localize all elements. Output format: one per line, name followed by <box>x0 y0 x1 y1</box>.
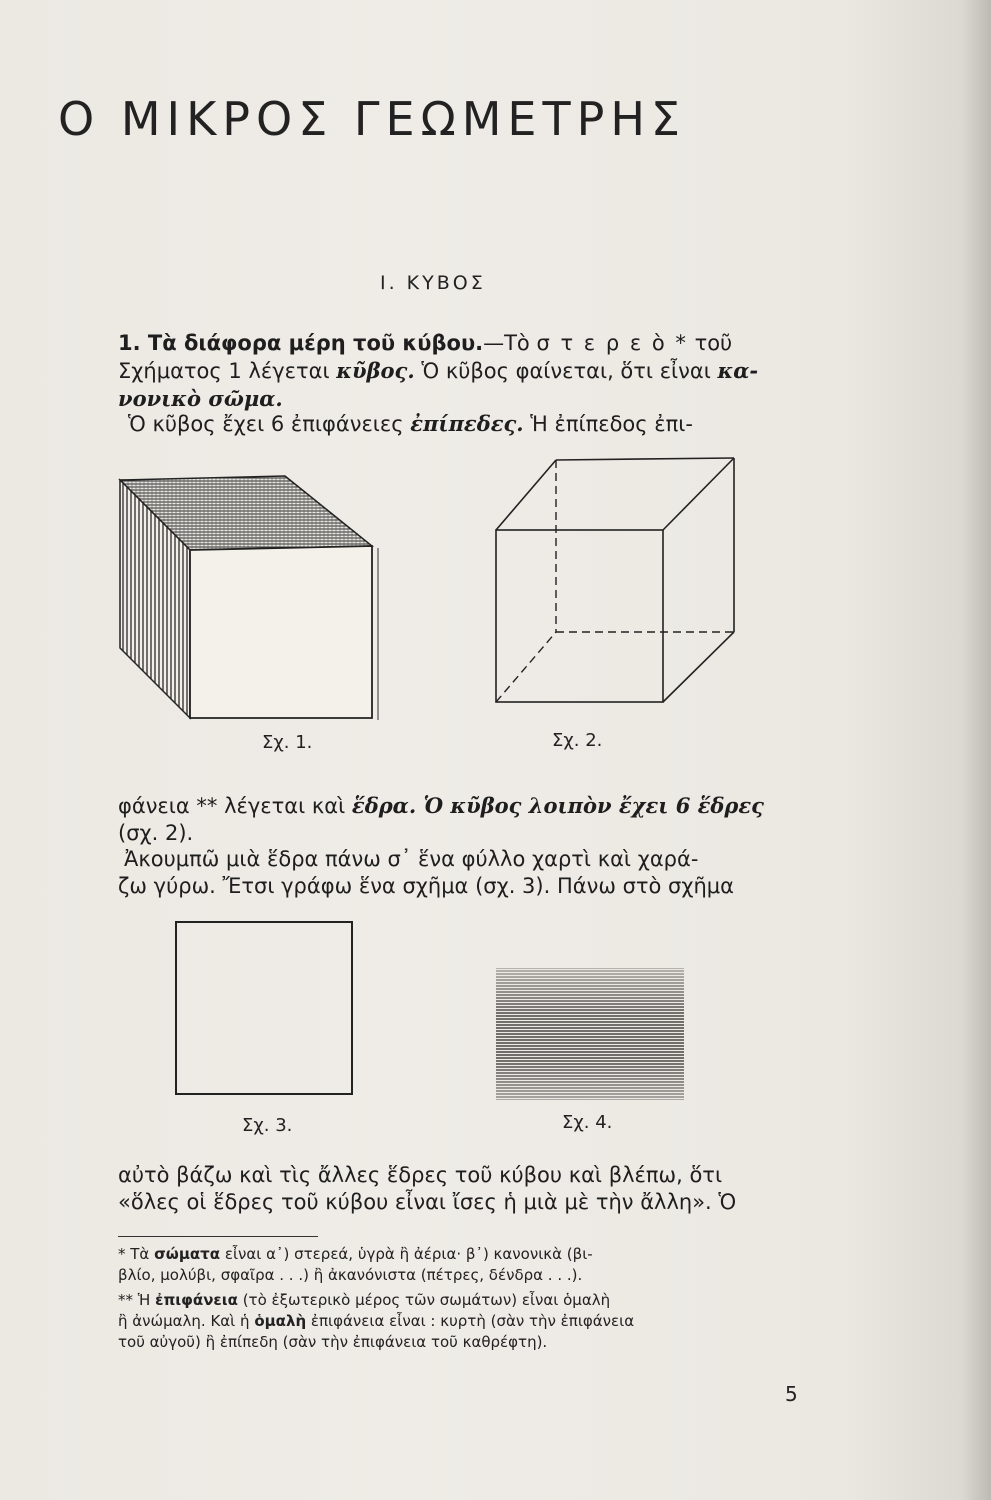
footnote-2-line-1 <box>118 1290 798 1311</box>
paragraph-1-tail: τοῦ <box>694 331 733 355</box>
footnote-2-text-c: ἢ ἀνώμαλη. Καὶ ἡ <box>118 1312 250 1330</box>
footnote-1-line-2: βλίο, μολύβι, σφαῖρα . . .) ἢ ἀκανόνιστα (πέτρες, δένδρα . . .). <box>118 1266 583 1284</box>
footnote-1-line-1 <box>118 1244 798 1265</box>
figure-2-wireframe-cube <box>490 452 750 712</box>
figure-4-hatched-square <box>492 964 692 1104</box>
paragraph-1 <box>118 330 798 413</box>
footnote-2-text-d: ἐπιφάνεια εἶναι : κυρτὴ (σὰν τὴν ἐπιφάνεια <box>310 1312 635 1330</box>
term-kanoniko-part: κα- <box>717 358 759 383</box>
figure-3-caption: Σχ. 3. <box>242 1115 293 1136</box>
footnote-1-text: εἶναι α᾽) στερεά, ὑγρὰ ἢ ἀέρια· β᾽) κανονικὰ (βι- <box>224 1245 593 1263</box>
term-kanoniko-soma: νονικὸ σῶμα. <box>118 386 283 411</box>
paragraph-3-line-1 <box>118 792 798 820</box>
term-epifaneia: ἐπιφάνεια <box>155 1291 238 1309</box>
paragraph-1-line-2 <box>118 357 798 385</box>
paragraph-1-line-3 <box>118 385 798 413</box>
paragraph-5-line-2: «ὅλες οἱ ἕδρες τοῦ κύβου εἶναι ἴσες ἡ μιὰ μὲ τὴν ἄλλη». Ὁ <box>118 1190 737 1214</box>
paragraph-2-text-a: Ὁ κῦβος ἔχει 6 ἐπιφάνειες <box>128 412 404 436</box>
term-somata: σώματα <box>154 1245 221 1263</box>
footnote-2-line-2 <box>118 1311 798 1332</box>
paragraph-1-dash: —Τὸ <box>483 331 530 355</box>
paragraph-3-text-a: φάνεια ** λέγεται καὶ <box>118 794 346 818</box>
section-heading: Ι. ΚΥΒΟΣ <box>380 272 486 294</box>
footnote-2-line-3: τοῦ αὐγοῦ) ἢ ἐπίπεδη (σὰν τὴν ἐπιφάνεια τοῦ καθρέφτη). <box>118 1333 548 1351</box>
term-omali: ὁμαλὴ <box>254 1312 307 1330</box>
paragraph-4 <box>118 846 798 900</box>
footnote-2-text: (τὸ ἐξωτερικὸ μέρος τῶν σωμάτων) εἶναι ὁμαλὴ <box>242 1291 611 1309</box>
figure-1-caption: Σχ. 1. <box>262 732 313 753</box>
footnotes <box>118 1244 798 1353</box>
square-outline <box>176 922 352 1094</box>
paragraph-1-line-1 <box>118 330 798 357</box>
term-kybos: κῦβος. <box>336 358 415 383</box>
page-title: Ο ΜΙΚΡΟΣ ΓΕΩΜΕΤΡΗΣ <box>58 92 686 146</box>
paragraph-2-text-b: Ἡ ἐπίπεδος ἐπι- <box>530 412 693 436</box>
figure-2-caption: Σχ. 2. <box>552 730 603 751</box>
paragraph-3-line-2 <box>118 820 798 847</box>
cube-front-face <box>190 546 372 718</box>
paragraph-3 <box>118 792 798 847</box>
paragraph-1-text: Σχήματος 1 λέγεται <box>118 359 330 383</box>
term-edra: ἕδρα. Ὁ κῦβος λοιπὸν ἔχει 6 ἕδρες <box>351 793 764 818</box>
paragraph-4-line-1: Ἀκουμπῶ μιὰ ἕδρα πάνω σ᾽ ἕνα φύλλο χαρτὶ καὶ χαρά- <box>124 847 699 871</box>
paragraph-2 <box>128 410 808 438</box>
footnote-2-marker: ** Ἡ <box>118 1291 151 1309</box>
paragraph-5-line-1: αὐτὸ βάζω καὶ τὶς ἄλλες ἕδρες τοῦ κύβου καὶ βλέπω, ὅτι <box>118 1163 723 1187</box>
paragraph-4-line-2: ζω γύρω. Ἔτσι γράφω ἕνα σχῆμα (σχ. 3). Πάνω στὸ σχῆμα <box>118 874 735 898</box>
paragraph-1-spaced-word: σ τ ε ρ ε ὸ * <box>536 331 688 355</box>
term-epipedes: ἐπίπεδες. <box>410 411 524 436</box>
paragraph-3-text-b: (σχ. 2). <box>118 821 194 845</box>
paragraph-2-line <box>128 410 808 438</box>
paragraph-5 <box>118 1162 798 1216</box>
figure-4-caption: Σχ. 4. <box>562 1112 613 1133</box>
paragraph-1-text-b: Ὁ κῦβος φαίνεται, ὅτι εἶναι <box>421 359 711 383</box>
footnote-rule <box>118 1236 318 1237</box>
figure-1-shaded-cube <box>110 468 410 728</box>
page-number: 5 <box>785 1382 798 1406</box>
footnote-1-marker: * Τὰ <box>118 1245 150 1263</box>
paragraph-1-heading: 1. Τὰ διάφορα μέρη τοῦ κύβου. <box>118 331 484 355</box>
figure-3-square-outline <box>170 918 360 1098</box>
